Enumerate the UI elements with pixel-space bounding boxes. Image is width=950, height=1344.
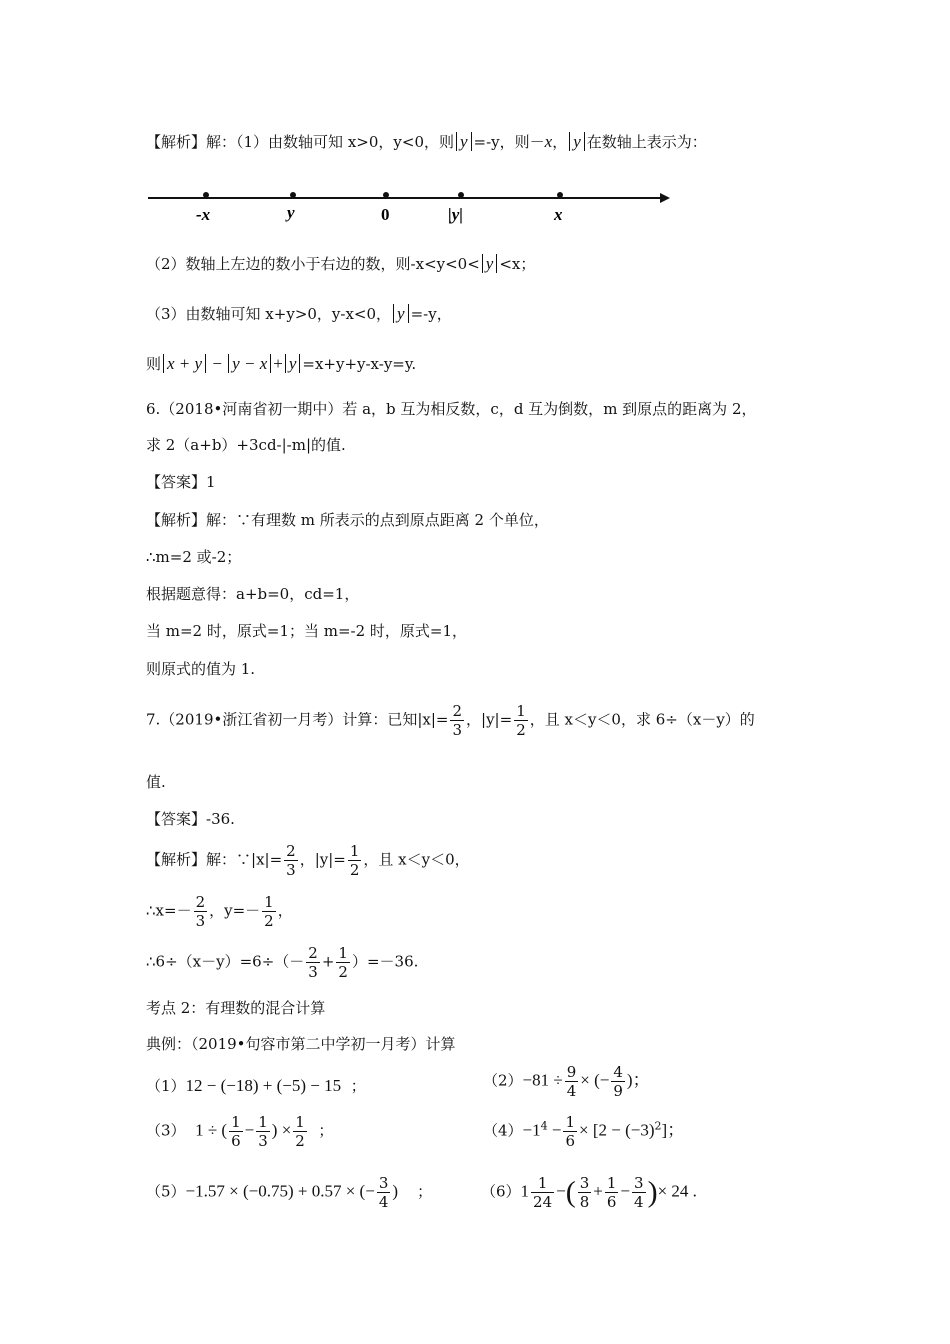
fraction: $\frac{1}{2}$ xyxy=(338,944,348,981)
q6-solution-1: 【解析】解：∵有理数 m 所表示的点到原点距离 2 个单位， xyxy=(146,511,549,529)
fraction: $\frac{4}{9}$ xyxy=(613,1063,623,1100)
fraction: $\frac{1}{6}$ xyxy=(606,1174,617,1211)
q6-line-1: 6.（2018•河南省初一期中）若 a，b 互为相反数，c，d 互为倒数，m 到原点的距离为 2， xyxy=(146,400,757,418)
q7-solution-2: ∴x=－ $\frac{2}{3}$ ，y=－ $\frac{1}{2}$ ， xyxy=(146,893,293,930)
label-neg-x: -x xyxy=(196,205,211,224)
label-abs-y: |y| xyxy=(448,205,464,224)
q7-answer: 【答案】-36. xyxy=(146,810,235,828)
analysis-line-2: （2）数轴上左边的数小于右边的数，则-x<y<0< y <x； xyxy=(146,254,536,273)
point-y xyxy=(290,192,296,198)
number-line-figure xyxy=(140,180,680,230)
problem-1: （1）12 − (−18) + (−5) − 15 ； xyxy=(146,1076,366,1095)
fraction: $\frac{1}{2}$ xyxy=(516,702,526,739)
big-paren-left: ( xyxy=(565,1175,576,1209)
keypoint-title: 考点 2：有理数的混合计算 xyxy=(146,999,326,1017)
fraction: $\frac{1}{6}$ xyxy=(231,1113,241,1150)
problem-3: （3） 1 ÷ ( $\frac{1}{6}$ − $\frac{1}{3}$ ) × $\frac{1}{2}$ ； xyxy=(146,1113,334,1150)
fraction: $\frac{2}{3}$ xyxy=(308,944,318,981)
q6-line-2: 求 2（a+b）+3cd-|-m|的值. xyxy=(146,436,346,454)
q6-solution-5: 则原式的值为 1. xyxy=(146,660,256,678)
fraction: $\frac{1}{3}$ xyxy=(258,1113,268,1150)
q6-solution-4: 当 m=2 时，原式=1；当 m=-2 时，原式=1， xyxy=(146,622,468,640)
problem-6: （6）1 $\frac{1}{24}$ −( $\frac{3}{8}$ + $\frac{1}{6}$ − $\frac{3}{4}$ )× 24 . xyxy=(481,1174,697,1211)
fraction: $\frac{2}{3}$ xyxy=(452,702,463,739)
fraction: $\frac{1}{6}$ xyxy=(565,1113,576,1150)
fraction: $\frac{1}{2}$ xyxy=(349,842,360,879)
analysis-line-4: 则 x + y − y − x + y =x+y+y-x-y=y. xyxy=(146,354,417,373)
point-x xyxy=(557,192,563,198)
q7-line-1: 7.（2019•浙江省初一月考）计算：已知|x|= $\frac{2}{3}$ ，|y|= $\frac{1}{2}$ ，且 x＜y＜0，求 6÷（x－y）的 xyxy=(146,702,755,739)
q7-solution-3: ∴6÷（x－y）=6÷（－ $\frac{2}{3}$ + $\frac{1}{2}$ ）=－36. xyxy=(146,944,419,981)
example-title: 典例：（2019•句容市第二中学初一月考）计算 xyxy=(146,1035,456,1053)
fraction: $\frac{3}{8}$ xyxy=(579,1174,590,1211)
point-neg-x xyxy=(203,192,209,198)
q7-line-2: 值. xyxy=(146,773,166,791)
analysis-label: 【解析】 xyxy=(146,133,207,151)
q7-solution-1: 【解析】解：∵|x|= $\frac{2}{3}$ ，|y|= $\frac{1}{2}$ ，且 x＜y＜0， xyxy=(146,842,470,879)
fraction: $\frac{1}{24}$ xyxy=(533,1174,553,1211)
label-x: x xyxy=(554,205,563,224)
label-y: y xyxy=(287,203,295,222)
point-zero xyxy=(383,192,389,198)
problem-2: （2）−81 ÷ $\frac{9}{4}$ × (− $\frac{4}{9}$ )； xyxy=(483,1063,650,1100)
q6-solution-2: ∴m=2 或-2； xyxy=(146,548,242,566)
fraction: $\frac{3}{4}$ xyxy=(378,1174,389,1211)
point-abs-y xyxy=(458,192,464,198)
big-paren-right: ) xyxy=(647,1175,658,1209)
q6-answer: 【答案】1 xyxy=(146,473,216,491)
problem-4: $(4)-1^4$ − $\frac{1}{6}$ × $[2 - (-3)^2]$； xyxy=(483,1113,685,1150)
problem-5: （5）−1.57 × (−0.75) + 0.57 × (− $\frac{3}{4}$ ) ； xyxy=(146,1174,433,1211)
analysis-line-3: （3）由数轴可知 x+y>0，y-x<0， y =-y， xyxy=(146,304,452,323)
fraction: $\frac{1}{2}$ xyxy=(295,1113,305,1150)
q6-solution-3: 根据题意得：a+b=0，cd=1， xyxy=(146,585,360,603)
fraction: $\frac{1}{2}$ xyxy=(264,893,274,930)
number-line-arrow xyxy=(660,193,670,203)
fraction: $\frac{2}{3}$ xyxy=(286,842,296,879)
analysis-line-1: 【解析】解：（1）由数轴可知 x>0，y<0，则 y =-y，则－x， y 在数轴上表示为： xyxy=(146,132,707,151)
label-zero: 0 xyxy=(381,205,390,224)
fraction: $\frac{2}{3}$ xyxy=(195,893,206,930)
fraction: $\frac{3}{4}$ xyxy=(634,1174,644,1211)
fraction: $\frac{9}{4}$ xyxy=(566,1063,577,1100)
